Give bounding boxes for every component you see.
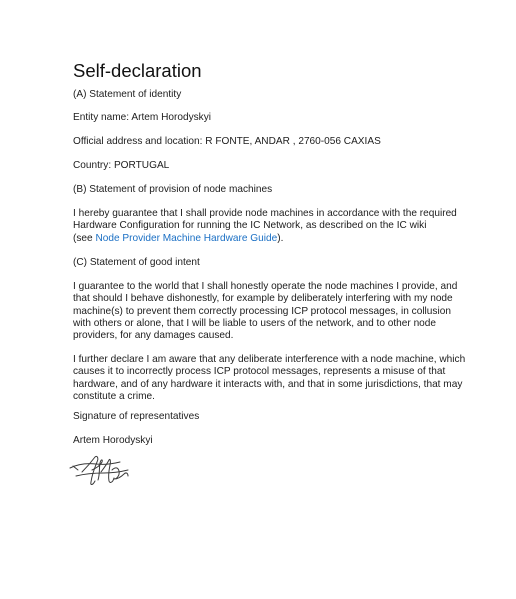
provision-paragraph <box>73 208 457 245</box>
section-c-heading: (C) Statement of good intent <box>73 257 200 268</box>
paragraph-line: that should I behave dishonestly, for example by deliberately interfering with my node <box>73 293 453 305</box>
official-address: Official address and location: R FONTE, ANDAR , 2760-056 CAXIAS <box>73 136 381 147</box>
entity-name: Entity name: Artem Horodyskyi <box>73 112 211 123</box>
representative-name: Artem Horodyskyi <box>73 435 153 446</box>
further-declare-paragraph <box>73 354 465 403</box>
handwritten-signature <box>68 452 140 488</box>
paragraph-line: I further declare I am aware that any deliberate interference with a node machine, which <box>73 354 466 365</box>
paragraph-line: Hardware Configuration for running the IC Network, as described on the IC wiki <box>73 220 427 232</box>
paragraph-line: constitute a crime. <box>73 390 155 402</box>
see-suffix: ). <box>277 232 284 244</box>
signature-heading: Signature of representatives <box>73 411 200 422</box>
paragraph-line: I hereby guarantee that I shall provide node machines in accordance with the required <box>73 208 457 219</box>
section-b-heading: (B) Statement of provision of node machines <box>73 184 273 195</box>
paragraph-line: with others or alone, that I will be liable to users of the network, and to other node <box>73 317 437 329</box>
country: Country: PORTUGAL <box>73 160 170 171</box>
paragraph-line: providers, for any damages caused. <box>73 330 234 342</box>
paragraph-line: hardware, and of any hardware it interacts with, and that in some jurisdictions, that may <box>73 378 463 390</box>
paragraph-line: I guarantee to the world that I shall honestly operate the node machines I provide, and <box>73 281 458 292</box>
paragraph-line <box>73 233 457 245</box>
document-title: Self-declaration <box>73 60 202 81</box>
paragraph-line: machine(s) to prevent them correctly processing ICP protocol messages, in collusion <box>73 305 451 317</box>
hardware-guide-link[interactable]: Node Provider Machine Hardware Guide <box>95 232 278 244</box>
paragraph-line: causes it to incorrectly process ICP protocol messages, represents a misuse of that <box>73 366 446 378</box>
see-prefix: (see <box>73 232 96 244</box>
good-intent-paragraph <box>73 281 457 342</box>
section-a-heading: (A) Statement of identity <box>73 89 182 100</box>
